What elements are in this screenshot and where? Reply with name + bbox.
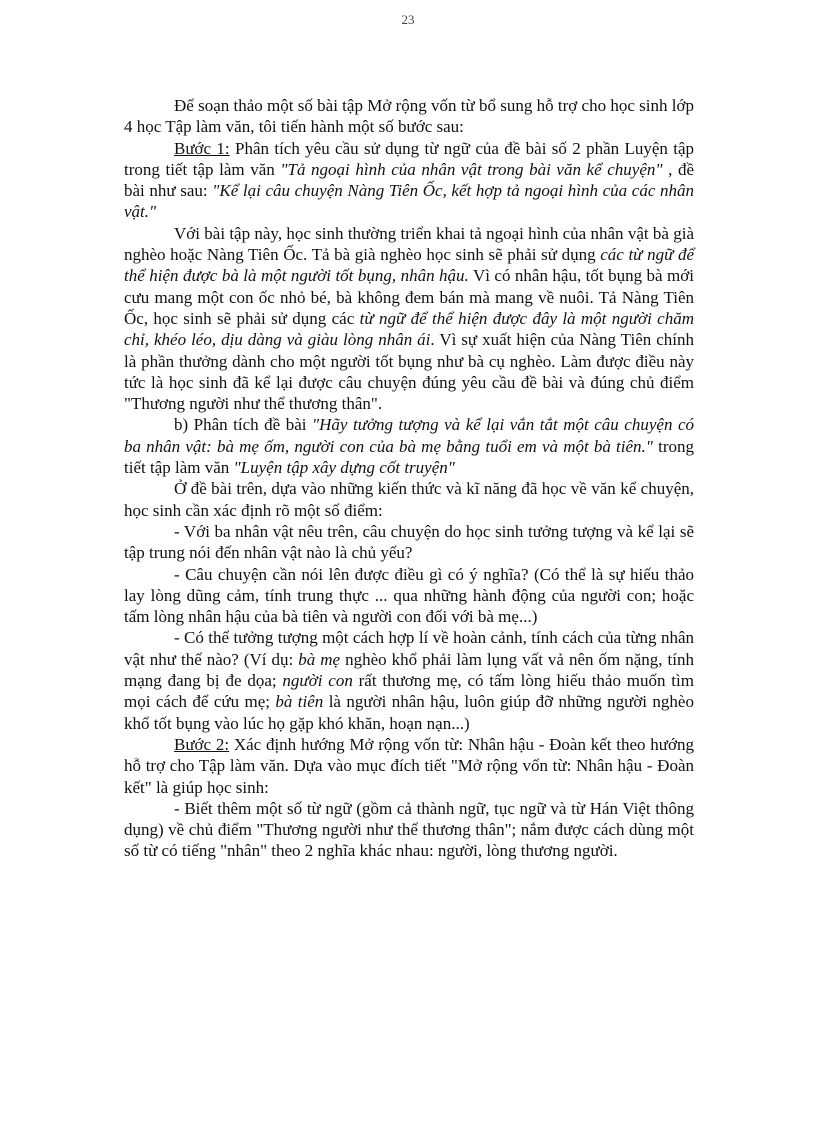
italic-text: "Tả ngoại hình của nhân vật trong bài văn kể chuyện": [280, 159, 663, 179]
analysis-paragraph: [124, 223, 694, 415]
text: Xác định hướng Mở rộng vốn từ: Nhân hậu - Đoàn kết theo hướng hỗ trợ cho Tập làm văn. Dựa vào mục đích tiết "Mở rộng vốn từ: Nhân hậu - Đoàn kết" là giúp học sinh:: [124, 734, 694, 797]
page-number: 23: [401, 12, 415, 27]
italic-text: "Kể lại câu chuyện Nàng Tiên Ốc, kết hợp tả ngoại hình của các nhân vật.": [124, 181, 694, 222]
point-meaning: - Câu chuyện cần nói lên được điều gì có ý nghĩa? (Có thể là sự hiếu thảo lay lòng dũng cảm, tính trung thực ... qua những hành động của người con; hoặc tấm lòng nhân hậu của bà tiên và người con đối với bà mẹ...): [124, 564, 694, 627]
text: là người nhân hậu, luôn giúp đỡ những người nghèo khổ tốt bụng vào lúc họ gặp khó khăn, hoạn nạn...): [124, 692, 694, 733]
text: rất thương mẹ, có tấm lòng hiếu thảo muốn tìm mọi cách để cứu mẹ;: [124, 671, 694, 712]
italic-text: "Hãy tưởng tượng và kể lại vắn tắt một câu chuyện có ba nhân vật: bà mẹ ốm, người con của bà mẹ bằng tuổi em và một bà tiên.": [124, 415, 694, 456]
text: . Vì sự xuất hiện của Nàng Tiên chính là phần thưởng dành cho một người tốt bụng như bà cụ nghèo. Làm được điều này tức là học sinh đã kể lại được câu chuyện đúng yêu cầu đề bài và đúng chủ điểm "Thương người như thể thương thân".: [124, 330, 694, 414]
text: nghèo khổ phải làm lụng vất vả nên ốm nặng, tính mạng đang bị đe dọa;: [124, 649, 694, 691]
part-b-paragraph: [124, 414, 694, 478]
step2-label: Bước 2:: [174, 734, 230, 754]
italic-text: bà mẹ: [298, 649, 341, 669]
goal-paragraph: - Biết thêm một số từ ngữ (gồm cả thành ngữ, tục ngữ và từ Hán Việt thông dụng) về chủ điểm "Thương người như thể thương thân"; nắm được cách dùng một số từ có tiếng "nhân" theo 2 nghĩa khác nhau: người, lòng thương người.: [124, 798, 694, 861]
step1-paragraph: [124, 138, 694, 223]
key-points-intro: Ở đề bài trên, dựa vào những kiến thức và kĩ năng đã học về văn kể chuyện, học sinh cần xác định rõ một số điểm:: [124, 479, 694, 520]
text: trong tiết tập làm văn: [124, 436, 694, 478]
text: Phân tích yêu cầu sử dụng từ ngữ của đề bài số 2 phần Luyện tập trong tiết tập làm văn: [124, 138, 694, 179]
point-characters: [124, 627, 694, 733]
point-main-character: - Với ba nhân vật nêu trên, câu chuyện do học sinh tưởng tượng và kể lại sẽ tập trung nói đến nhân vật nào là chủ yếu?: [124, 521, 694, 563]
text: , đề bài như sau:: [124, 159, 694, 201]
step2-paragraph: [124, 734, 694, 798]
text: - Có thể tưởng tượng một cách hợp lí về hoàn cảnh, tính cách của từng nhân vật như thế nào? (Ví dụ:: [124, 628, 694, 669]
text: Vì có nhân hậu, tốt bụng bà mới cưu mang một con ốc nhỏ bé, bà không đem bán mà mang về nuôi. Tả Nàng Tiên Ốc, học sinh sẽ phải sử dụng các: [124, 266, 694, 328]
text: Với bài tập này, học sinh thường triển khai tả ngoại hình của nhân vật bà già nghèo hoặc Nàng Tiên Ốc. Tả bà già nghèo học sinh sẽ phải sử dụng: [124, 223, 694, 265]
italic-text: "Luyện tập xây dựng cốt truyện": [233, 458, 455, 478]
step1-label: Bước 1:: [174, 138, 230, 158]
intro-paragraph: Để soạn thảo một số bài tập Mở rộng vốn từ bổ sung hỗ trợ cho học sinh lớp 4 học Tập làm văn, tôi tiến hành một số bước sau:: [124, 96, 694, 137]
italic-text: bà tiên: [275, 692, 324, 712]
italic-text: người con: [282, 671, 353, 691]
document-body: [124, 95, 694, 862]
text: b) Phân tích đề bài: [174, 415, 313, 435]
italic-text: từ ngữ để thể hiện được đây là một người chăm chỉ, khéo léo, dịu dàng và giàu lòng nhân ái: [124, 308, 694, 350]
italic-text: các từ ngữ để thể hiện được bà là một người tốt bụng, nhân hậu.: [124, 245, 695, 286]
